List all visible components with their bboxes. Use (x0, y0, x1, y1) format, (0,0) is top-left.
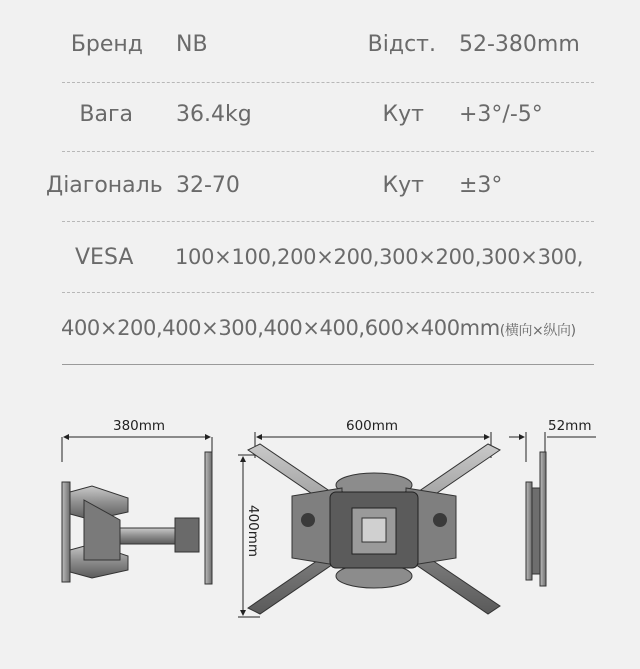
side-view (62, 418, 212, 584)
side-min-depth-label: 52mm (548, 418, 592, 434)
tilt-label: Кут (382, 102, 424, 127)
vesa-line1: 100×100,200×200,300×200,300×300, (175, 245, 584, 269)
side-view-folded (509, 418, 596, 586)
distance-value: 52-380mm (459, 32, 580, 57)
diagonal-value: 32-70 (176, 173, 240, 198)
vesa-label: VESA (75, 245, 134, 270)
weight-label: Вага (79, 102, 133, 127)
tilt-value: +3°/-5° (459, 102, 543, 127)
weight-value: 36.4kg (176, 102, 252, 127)
swivel-label: Кут (382, 173, 424, 198)
brand-value: NB (176, 32, 208, 57)
vesa-note: (横向×纵向) (499, 323, 576, 339)
front-height-label: 400mm (245, 505, 261, 558)
front-view (238, 418, 500, 617)
distance-label: Відст. (367, 32, 436, 57)
vesa-line2-text: 400×200,400×300,400×400,600×400mm (61, 316, 500, 340)
side-depth-label: 380mm (113, 418, 166, 434)
brand-label: Бренд (70, 32, 143, 57)
front-width-label: 600mm (346, 418, 399, 434)
swivel-value: ±3° (459, 173, 503, 198)
diagonal-label: Діагональ (46, 173, 163, 198)
